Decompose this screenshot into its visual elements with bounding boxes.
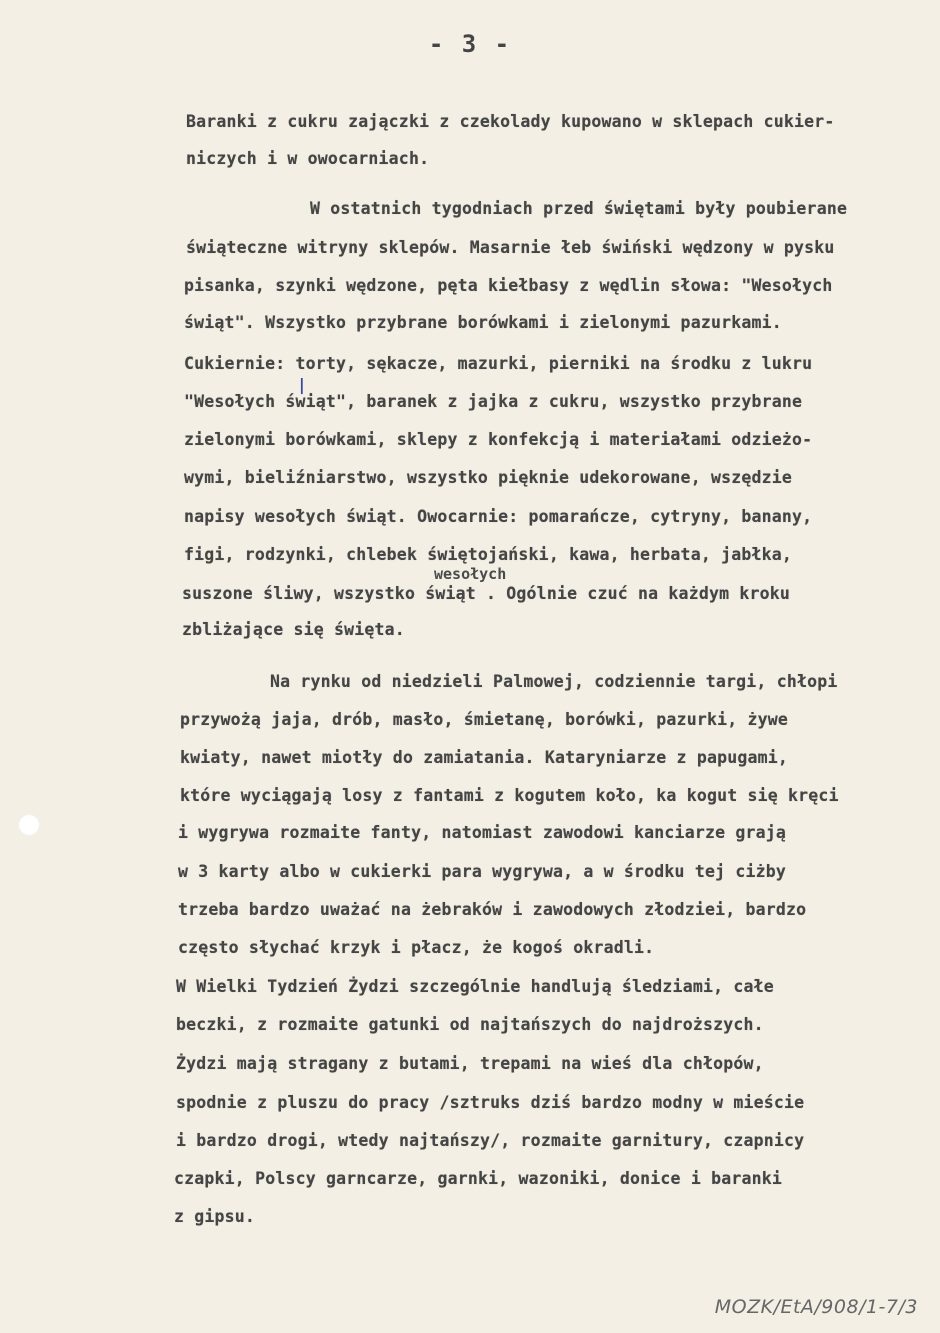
text-line-13: suszone śliwy, wszystko świąt . Ogólnie czuć na każdym kroku <box>182 584 791 603</box>
text-line-17: kwiaty, nawet miotły do zamiatania. Kataryniarze z papugami, <box>180 748 789 767</box>
text-line-14: zbliżające się święta. <box>182 620 405 639</box>
text-line-6: świąt". Wszystko przybrane borówkami i zielonymi pazurkami. <box>184 313 782 332</box>
text-line-27: i bardzo drogi, wtedy najtańszy/, rozmaite garnitury, czapnicy <box>176 1131 805 1150</box>
text-line-24: beczki, z rozmaite gatunki od najtańszych do najdroższych. <box>176 1015 764 1034</box>
page-number: - 3 - <box>428 30 512 58</box>
text-line-3: W ostatnich tygodniach przed świętami były poubierane <box>310 199 848 218</box>
text-line-20: w 3 karty albo w cukierki para wygrywa, a w środku tej ciżby <box>178 862 787 881</box>
text-line-25: Żydzi mają stragany z butami, trepami na wieś dla chłopów, <box>176 1054 764 1073</box>
punch-hole <box>18 814 40 836</box>
text-line-4: świąteczne witryny sklepów. Masarnie łeb świński wędzony w pysku <box>186 238 835 257</box>
text-line-23: W Wielki Tydzień Żydzi szczególnie handlują śledziami, całe <box>176 977 774 996</box>
text-line-12: figi, rodzynki, chlebek świętojański, kawa, herbata, jabłka, <box>184 545 793 564</box>
text-line-16: przywożą jaja, drób, masło, śmietanę, borówki, pazurki, żywe <box>180 710 789 729</box>
text-line-5: pisanka, szynki wędzone, pęta kiełbasy z wędlin słowa: "Wesołych <box>184 276 833 295</box>
text-line-28: czapki, Polscy garncarze, garnki, wazoniki, donice i baranki <box>174 1169 783 1188</box>
text-line-2: niczych i w owocarniach. <box>186 149 430 168</box>
text-line-22: często słychać krzyk i płacz, że kogoś okradli. <box>178 938 655 957</box>
text-line-8: "Wesołych świąt", baranek z jajka z cukru, wszystko przybrane <box>184 392 803 411</box>
text-line-7: Cukiernie: torty, sękacze, mazurki, pierniki na środku z lukru <box>184 354 813 373</box>
text-line-26: spodnie z pluszu do pracy /sztruks dziś bardzo modny w mieście <box>176 1093 805 1112</box>
typed-insertion: wesołych <box>434 565 507 583</box>
handwritten-correction-mark: | <box>297 375 307 394</box>
text-line-15: Na rynku od niedzieli Palmowej, codziennie targi, chłopi <box>270 672 838 691</box>
text-line-18: które wyciągają losy z fantami z kogutem koło, ka kogut się kręci <box>180 786 839 805</box>
text-line-9: zielonymi borówkami, sklepy z konfekcją i materiałami odzieżo- <box>184 430 813 449</box>
archive-reference-number: MOZK/EtA/908/1-7/3 <box>714 1296 918 1318</box>
text-line-19: i wygrywa rozmaite fanty, natomiast zawodowi kanciarze grają <box>178 823 787 842</box>
text-line-1: Baranki z cukru zajączki z czekolady kupowano w sklepach cukier- <box>186 112 835 131</box>
text-line-11: napisy wesołych świąt. Owocarnie: pomarańcze, cytryny, banany, <box>184 507 813 526</box>
text-line-29: z gipsu. <box>174 1207 256 1226</box>
text-line-10: wymi, bieliźniarstwo, wszystko pięknie udekorowane, wszędzie <box>184 468 793 487</box>
text-line-21: trzeba bardzo uważać na żebraków i zawodowych złodziei, bardzo <box>178 900 807 919</box>
